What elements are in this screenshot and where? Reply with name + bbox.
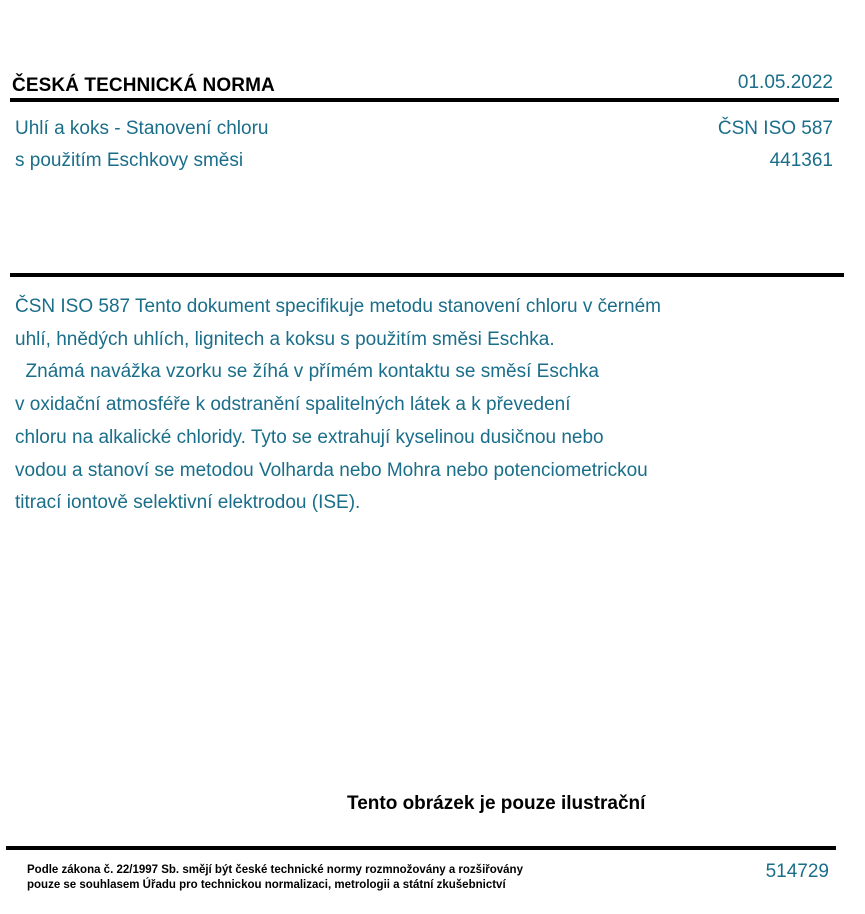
standard-title-line-1: Uhlí a koks - Stanovení chloru bbox=[15, 118, 269, 139]
standard-code: ČSN ISO 587 bbox=[717, 118, 833, 139]
document-number: 514729 bbox=[765, 861, 829, 882]
abstract-line: v oxidační atmosféře k odstranění spalitelných látek a k převedení bbox=[15, 394, 571, 416]
abstract-line: titrací iontově selektivní elektrodou (ISE). bbox=[15, 492, 361, 514]
legal-line-1: Podle zákona č. 22/1997 Sb. smějí být české technické normy rozmnožovány a rozšiřovány bbox=[27, 864, 523, 876]
abstract-line: vodou a stanoví se metodou Volharda nebo Mohra nebo potenciometrickou bbox=[15, 459, 648, 481]
title-divider bbox=[10, 273, 844, 277]
abstract-line: Známá navážka vzorku se žíhá v přímém kontaktu se směsí Eschka bbox=[15, 361, 599, 383]
illustration-note: Tento obrázek je pouze ilustrační bbox=[347, 793, 646, 814]
standard-title-line-2: s použitím Eschkovy směsi bbox=[15, 150, 244, 171]
legal-line-2: pouze se souhlasem Úřadu pro technickou normalizaci, metrologii a státní zkušebnictví bbox=[27, 879, 506, 891]
footer-divider bbox=[6, 846, 836, 850]
abstract-line: ČSN ISO 587 Tento dokument specifikuje metodu stanovení chloru v černém bbox=[15, 296, 661, 317]
abstract-line: uhlí, hnědých uhlích, lignitech a koksu s použitím směsi Eschka. bbox=[15, 328, 555, 350]
legal-notice bbox=[27, 863, 523, 893]
classification-code: 441361 bbox=[769, 150, 833, 171]
abstract-text bbox=[15, 291, 775, 520]
publication-date: 01.05.2022 bbox=[737, 72, 833, 93]
abstract-line: chloru na alkalické chloridy. Tyto se extrahují kyselinou dusičnou nebo bbox=[15, 426, 604, 448]
norm-title: ČESKÁ TECHNICKÁ NORMA bbox=[12, 75, 275, 96]
header-divider bbox=[10, 98, 839, 102]
